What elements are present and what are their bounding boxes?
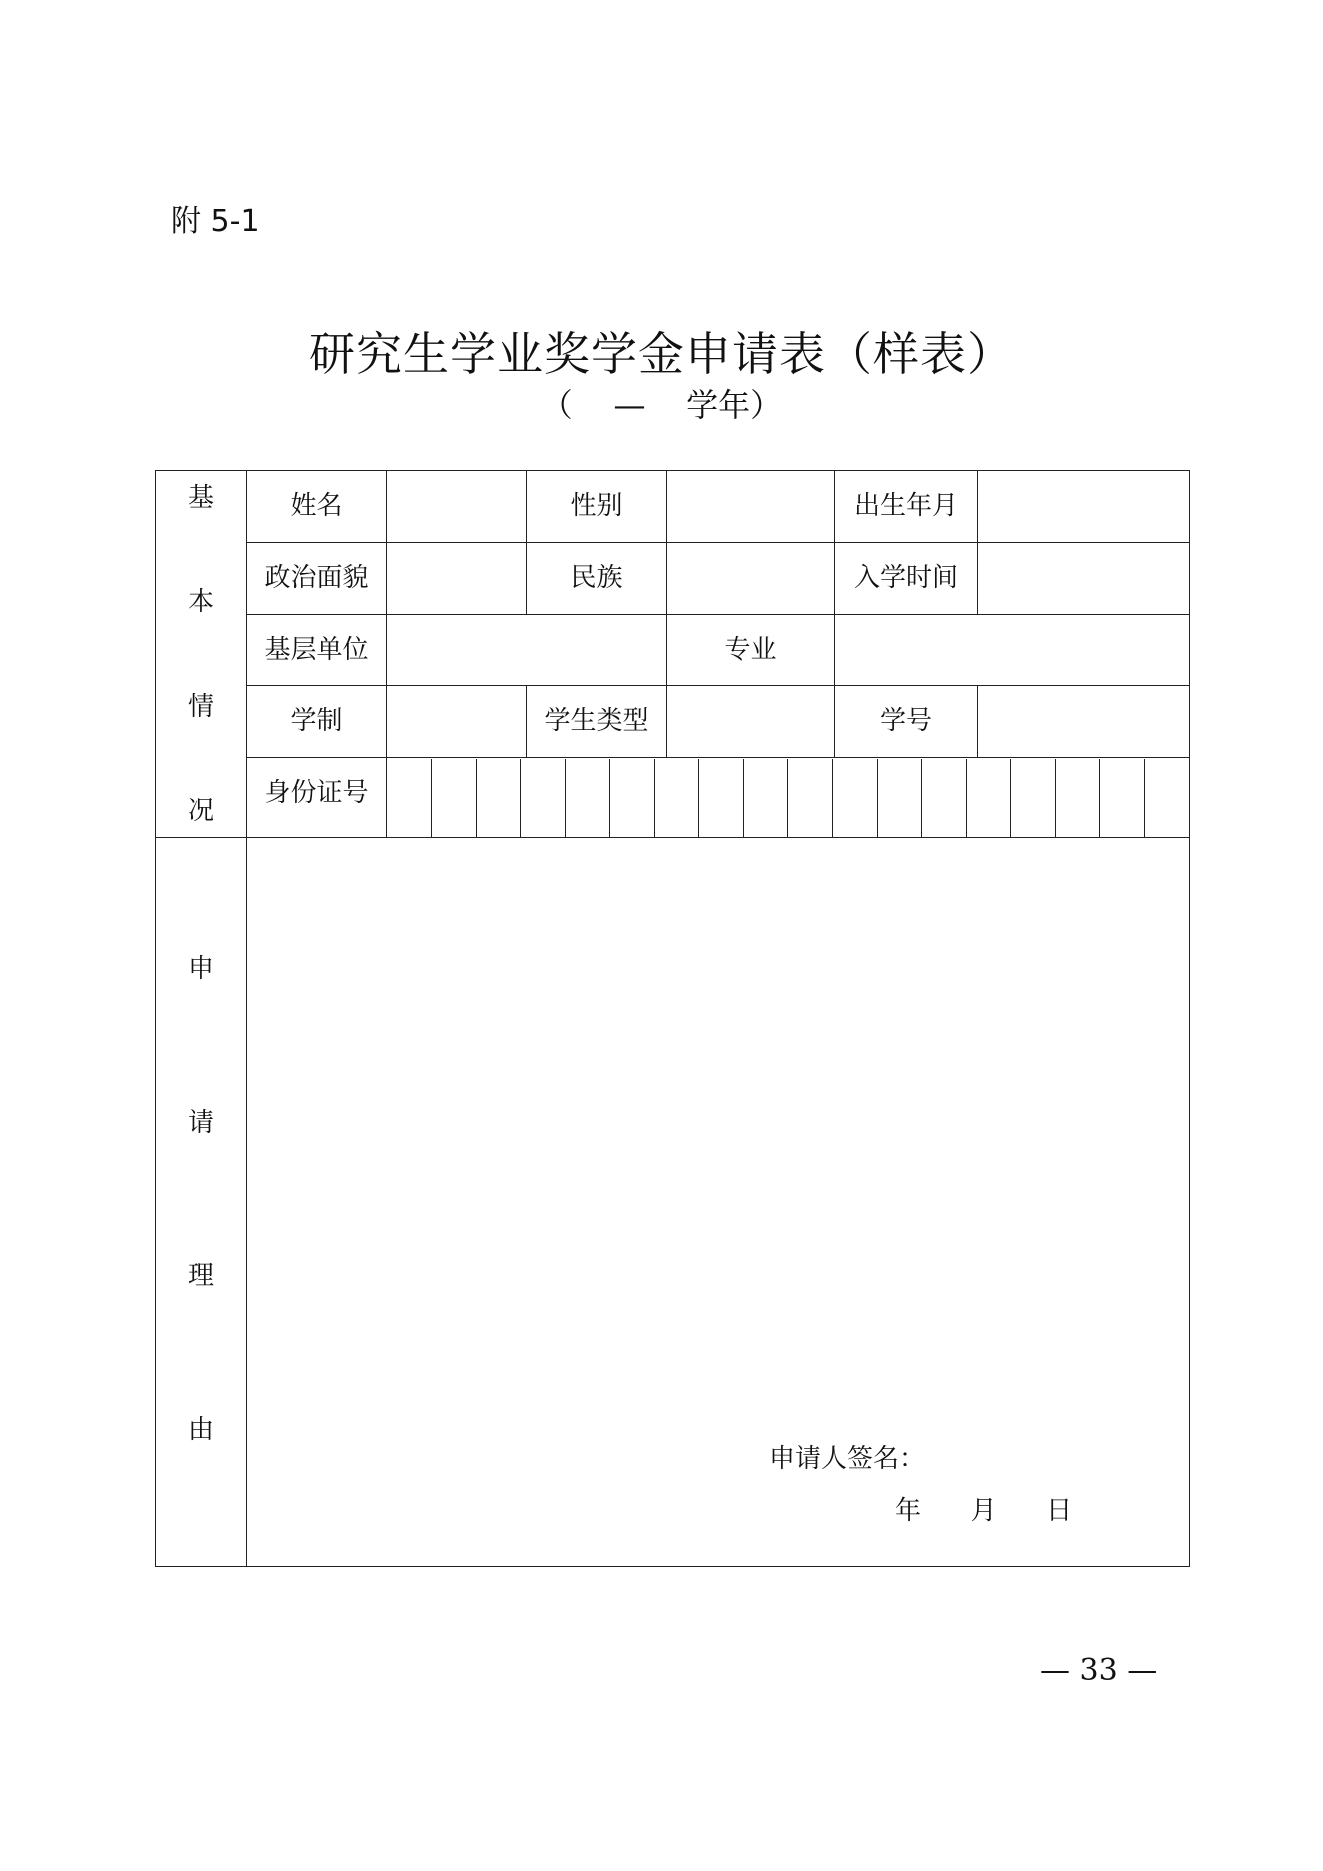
basic-info-section-label: [156, 471, 247, 838]
enrollment-value[interactable]: [978, 542, 1190, 614]
id-digit-box[interactable]: [699, 759, 744, 837]
id-digit-box[interactable]: [387, 759, 432, 837]
section-char: 理: [187, 1261, 214, 1292]
id-digit-box[interactable]: [1144, 759, 1189, 837]
id-digit-box[interactable]: [432, 759, 477, 837]
gender-value[interactable]: [667, 471, 835, 543]
id-digit-box[interactable]: [1100, 759, 1145, 837]
id-number-boxes: [387, 758, 1190, 838]
id-digit-grid: [387, 759, 1189, 837]
id-digit-box[interactable]: [743, 759, 788, 837]
id-digit-box[interactable]: [610, 759, 655, 837]
duration-value[interactable]: [387, 686, 527, 758]
id-digit-box[interactable]: [832, 759, 877, 837]
major-value[interactable]: [835, 614, 1190, 686]
birth-value[interactable]: [978, 471, 1190, 543]
page-number: — 33 —: [1040, 1653, 1158, 1688]
section-char: 申: [187, 954, 214, 984]
section-char: 由: [187, 1414, 214, 1445]
ethnicity-value[interactable]: [667, 542, 835, 614]
duration-label: 学制: [247, 686, 387, 758]
unit-value[interactable]: [387, 614, 667, 686]
reason-text-area[interactable]: [247, 838, 1190, 1567]
id-digit-box[interactable]: [565, 759, 610, 837]
gender-label: 性别: [527, 471, 667, 543]
section-char: 本: [187, 587, 214, 618]
id-digit-box[interactable]: [877, 759, 922, 837]
application-form: [155, 470, 1190, 1567]
name-label: 姓名: [247, 471, 387, 543]
section-char: 情: [187, 691, 214, 722]
unit-label: 基层单位: [247, 614, 387, 686]
id-number-label: 身份证号: [247, 758, 387, 838]
applicant-signature-label: 申请人签名：: [769, 1444, 926, 1474]
student-type-label: 学生类型: [527, 686, 667, 758]
signature-date: 年 月 日: [895, 1496, 1073, 1526]
student-id-label: 学号: [835, 686, 978, 758]
birth-label: 出生年月: [835, 471, 978, 543]
major-label: 专业: [667, 614, 835, 686]
name-value[interactable]: [387, 471, 527, 543]
id-digit-box[interactable]: [966, 759, 1011, 837]
id-digit-box[interactable]: [1055, 759, 1100, 837]
id-digit-box[interactable]: [922, 759, 967, 837]
section-char: 基: [187, 483, 214, 513]
academic-year-subtitle: （ — 学年）: [540, 386, 783, 424]
id-digit-box[interactable]: [476, 759, 521, 837]
political-value[interactable]: [387, 542, 527, 614]
id-digit-box[interactable]: [1011, 759, 1056, 837]
attachment-label: 附 5-1: [171, 204, 260, 239]
student-type-value[interactable]: [667, 686, 835, 758]
id-digit-box[interactable]: [788, 759, 833, 837]
section-char: 况: [187, 795, 214, 826]
ethnicity-label: 民族: [527, 542, 667, 614]
reason-section-label: [156, 838, 247, 1567]
enrollment-label: 入学时间: [835, 542, 978, 614]
section-char: 请: [187, 1107, 214, 1138]
political-label: 政治面貌: [247, 542, 387, 614]
id-digit-box[interactable]: [521, 759, 566, 837]
id-digit-box[interactable]: [654, 759, 699, 837]
form-title: 研究生学业奖学金申请表（样表）: [309, 327, 1014, 381]
student-id-value[interactable]: [978, 686, 1190, 758]
